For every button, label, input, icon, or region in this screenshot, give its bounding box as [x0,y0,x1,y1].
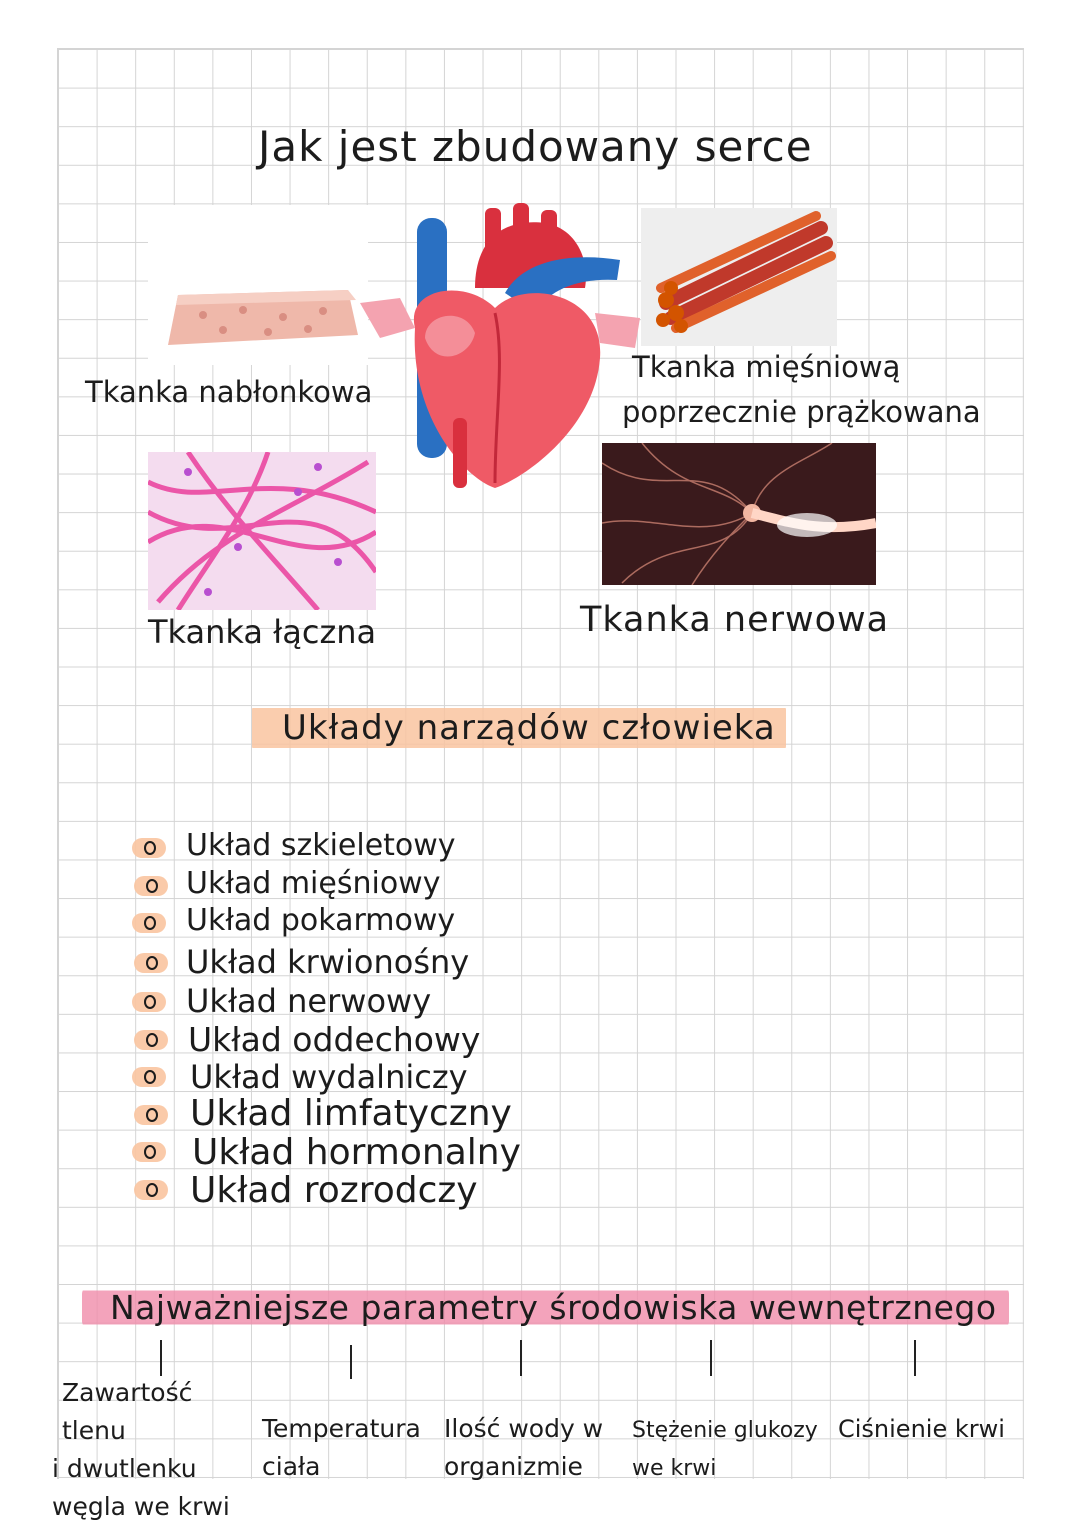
bullet-icon [134,1030,168,1050]
connector-line [160,1340,162,1376]
bullet-icon [132,992,166,1012]
label-connective: Tkanka łączna [148,613,377,651]
param-oxygen-line3: węgla we krwi [52,1492,230,1521]
param-oxygen [52,1374,262,1526]
connector-line [914,1340,916,1376]
param-glucose [632,1412,832,1488]
systems-heading [252,708,786,748]
param-temperature-line2: ciała [262,1452,321,1481]
list-item: Układ hormonalny [192,1132,521,1173]
bullet-icon [134,1180,168,1200]
bullet-icon [132,1067,166,1087]
bullet-icon [132,1142,166,1162]
param-pressure-line1: Ciśnienie krwi [838,1415,1005,1443]
epithelial-tissue-image [148,205,368,365]
param-pressure [838,1410,1018,1448]
list-item: Układ limfatyczny [190,1093,512,1134]
list-item: Układ pokarmowy [186,903,456,938]
param-oxygen-line2: i dwutlenku [52,1454,197,1483]
param-water-line2: organizmie [444,1452,583,1481]
param-oxygen-line1: Zawartość tlenu [62,1378,193,1445]
label-muscle-line1: Tkanka mięśniową [632,350,901,384]
param-temperature [262,1410,442,1486]
systems-heading-text: Układy narządów człowieka [252,704,786,752]
nervous-tissue-image [602,443,876,585]
label-epithelial: Tkanka nabłonkowa [85,375,373,409]
connective-tissue-image [148,452,376,610]
bullet-icon [132,913,166,933]
param-water-line1: Ilość wody w [444,1414,604,1443]
list-item: Układ szkieletowy [186,828,456,863]
bullet-icon [134,953,168,973]
list-item: Układ mięśniowy [186,866,441,901]
page-title: Jak jest zbudowany serce [258,122,813,171]
label-nervous: Tkanka nerwowa [580,600,890,640]
param-glucose-line2: we krwi [632,1456,717,1481]
param-glucose-line1: Stężenie glukozy [632,1418,818,1443]
connector-line [710,1340,712,1376]
list-item: Układ krwionośny [186,943,470,981]
list-item: Układ oddechowy [188,1020,481,1059]
bullet-icon [134,876,168,896]
list-item: Układ nerwowy [186,982,432,1020]
connector-line [350,1345,352,1379]
list-item: Układ wydalniczy [190,1058,468,1096]
bullet-icon [134,1105,168,1125]
param-temperature-line1: Temperatura [262,1414,421,1443]
connector-line [520,1340,522,1376]
bullet-icon [132,838,166,858]
muscle-tissue-image [641,208,837,346]
parameters-heading [82,1288,1009,1327]
parameters-heading-text: Najważniejsze parametry środowiska wewnętrznego [82,1286,1009,1329]
label-muscle-line2: poprzecznie prążkowana [622,395,981,429]
list-item: Układ rozrodczy [190,1170,478,1211]
param-water [444,1410,624,1486]
